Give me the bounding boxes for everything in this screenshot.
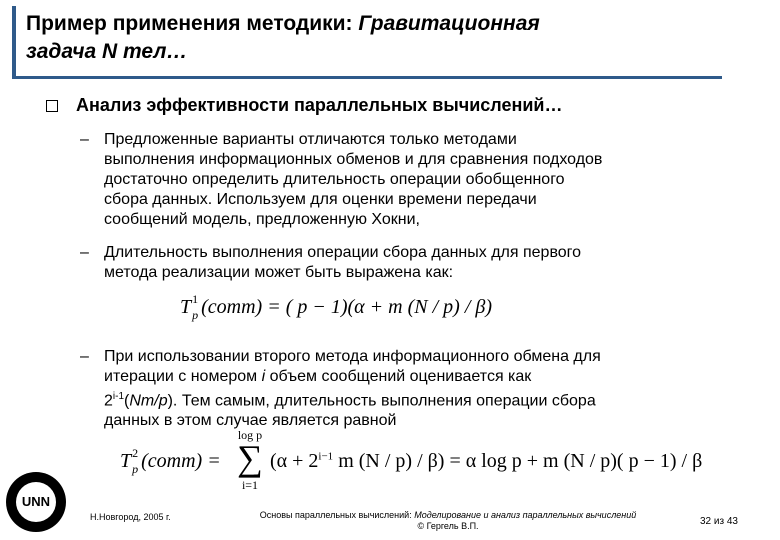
formula2-term-sup: i−1 <box>318 450 334 463</box>
item3-line2-i: i <box>261 368 266 385</box>
item3-line3-sup: i-1 <box>112 391 125 402</box>
formula2-term-b: m (N / p) / β) = α log p + m (N / p)( p − 1) / β <box>333 450 703 472</box>
item3-line3-c: ). Тем самым, длительность выполнения операции сбора <box>167 392 596 410</box>
footer-location: Н.Новгород, 2005 г. <box>90 512 171 522</box>
item1-line: Предложенные варианты отличаются только методами <box>104 131 517 148</box>
footer-course <box>258 510 638 532</box>
item1-line: выполнения информационных обменов и для сравнения подходов <box>104 151 603 168</box>
item3-line3-a: 2 <box>104 392 113 410</box>
item2-line: метода реализации может быть выражена как: <box>104 264 454 281</box>
logo-mark-icon: UNN <box>21 494 51 509</box>
item3-line3 <box>104 387 601 411</box>
item1-line: сбора данных. Используем для оценки времени передачи <box>104 191 537 208</box>
formula2-eq: (comm) = <box>141 450 221 472</box>
formula2-T: T <box>120 450 132 472</box>
formula2-sub: p <box>132 462 139 477</box>
item3-line4: данных в этом случае является равной <box>104 412 397 430</box>
footer-course-plain: Основы параллельных вычислений: <box>259 510 415 520</box>
footer-course-italic: Моделирование и анализ параллельных вычислений <box>414 510 637 520</box>
dash-bullet: – <box>80 244 89 261</box>
title-accent-bar <box>12 6 16 76</box>
title-italic-2: задача N тел… <box>26 40 188 63</box>
footer-copyright: © Гергель В.П. <box>417 521 479 531</box>
page-number: 32 из 43 <box>700 516 738 527</box>
formula1-rhs: (comm) = ( p − 1)(α + m (N / p) / β) <box>201 296 493 318</box>
item3-line3-b: ( <box>124 392 130 410</box>
formula2-term-a: (α + 2 <box>270 450 319 472</box>
formula2-sum-top: log p <box>237 428 263 442</box>
item2-line: Длительность выполнения операции сбора данных для первого <box>104 244 582 261</box>
item3-line2-a: итерации с номером <box>104 368 262 385</box>
formula1-sub: p <box>192 308 199 323</box>
formula1-sup: 1 <box>192 292 199 307</box>
title-italic-1: Гравитационная <box>358 12 540 35</box>
formula2-sum-sign: ∑ <box>237 438 263 478</box>
item3-line2 <box>104 367 601 387</box>
item1-line: достаточно определить длительность операции обобщенного <box>104 171 565 188</box>
item1-line: сообщений модель, предложенную Хокни, <box>104 211 420 228</box>
formula-1 <box>180 292 493 323</box>
formula2-sum-bottom: i=1 <box>241 478 259 492</box>
university-logo <box>6 472 66 532</box>
square-bullet-icon <box>46 100 58 112</box>
formula-2 <box>120 428 770 492</box>
item3-line1: При использовании второго метода информационного обмена для <box>104 348 601 365</box>
slide-title <box>26 10 726 66</box>
formula2-sup: 2 <box>132 446 139 461</box>
section-heading: Анализ эффективности параллельных вычислений… <box>76 95 563 115</box>
dash-bullet: – <box>80 131 89 148</box>
title-plain: Пример применения методики: <box>26 12 359 35</box>
formula1-T: T <box>180 296 192 318</box>
item3-line3-np: Nm/p <box>129 392 168 410</box>
item3-line2-b: объем сообщений оценивается как <box>265 368 532 385</box>
title-underline <box>12 76 722 79</box>
dash-bullet: – <box>80 348 89 365</box>
